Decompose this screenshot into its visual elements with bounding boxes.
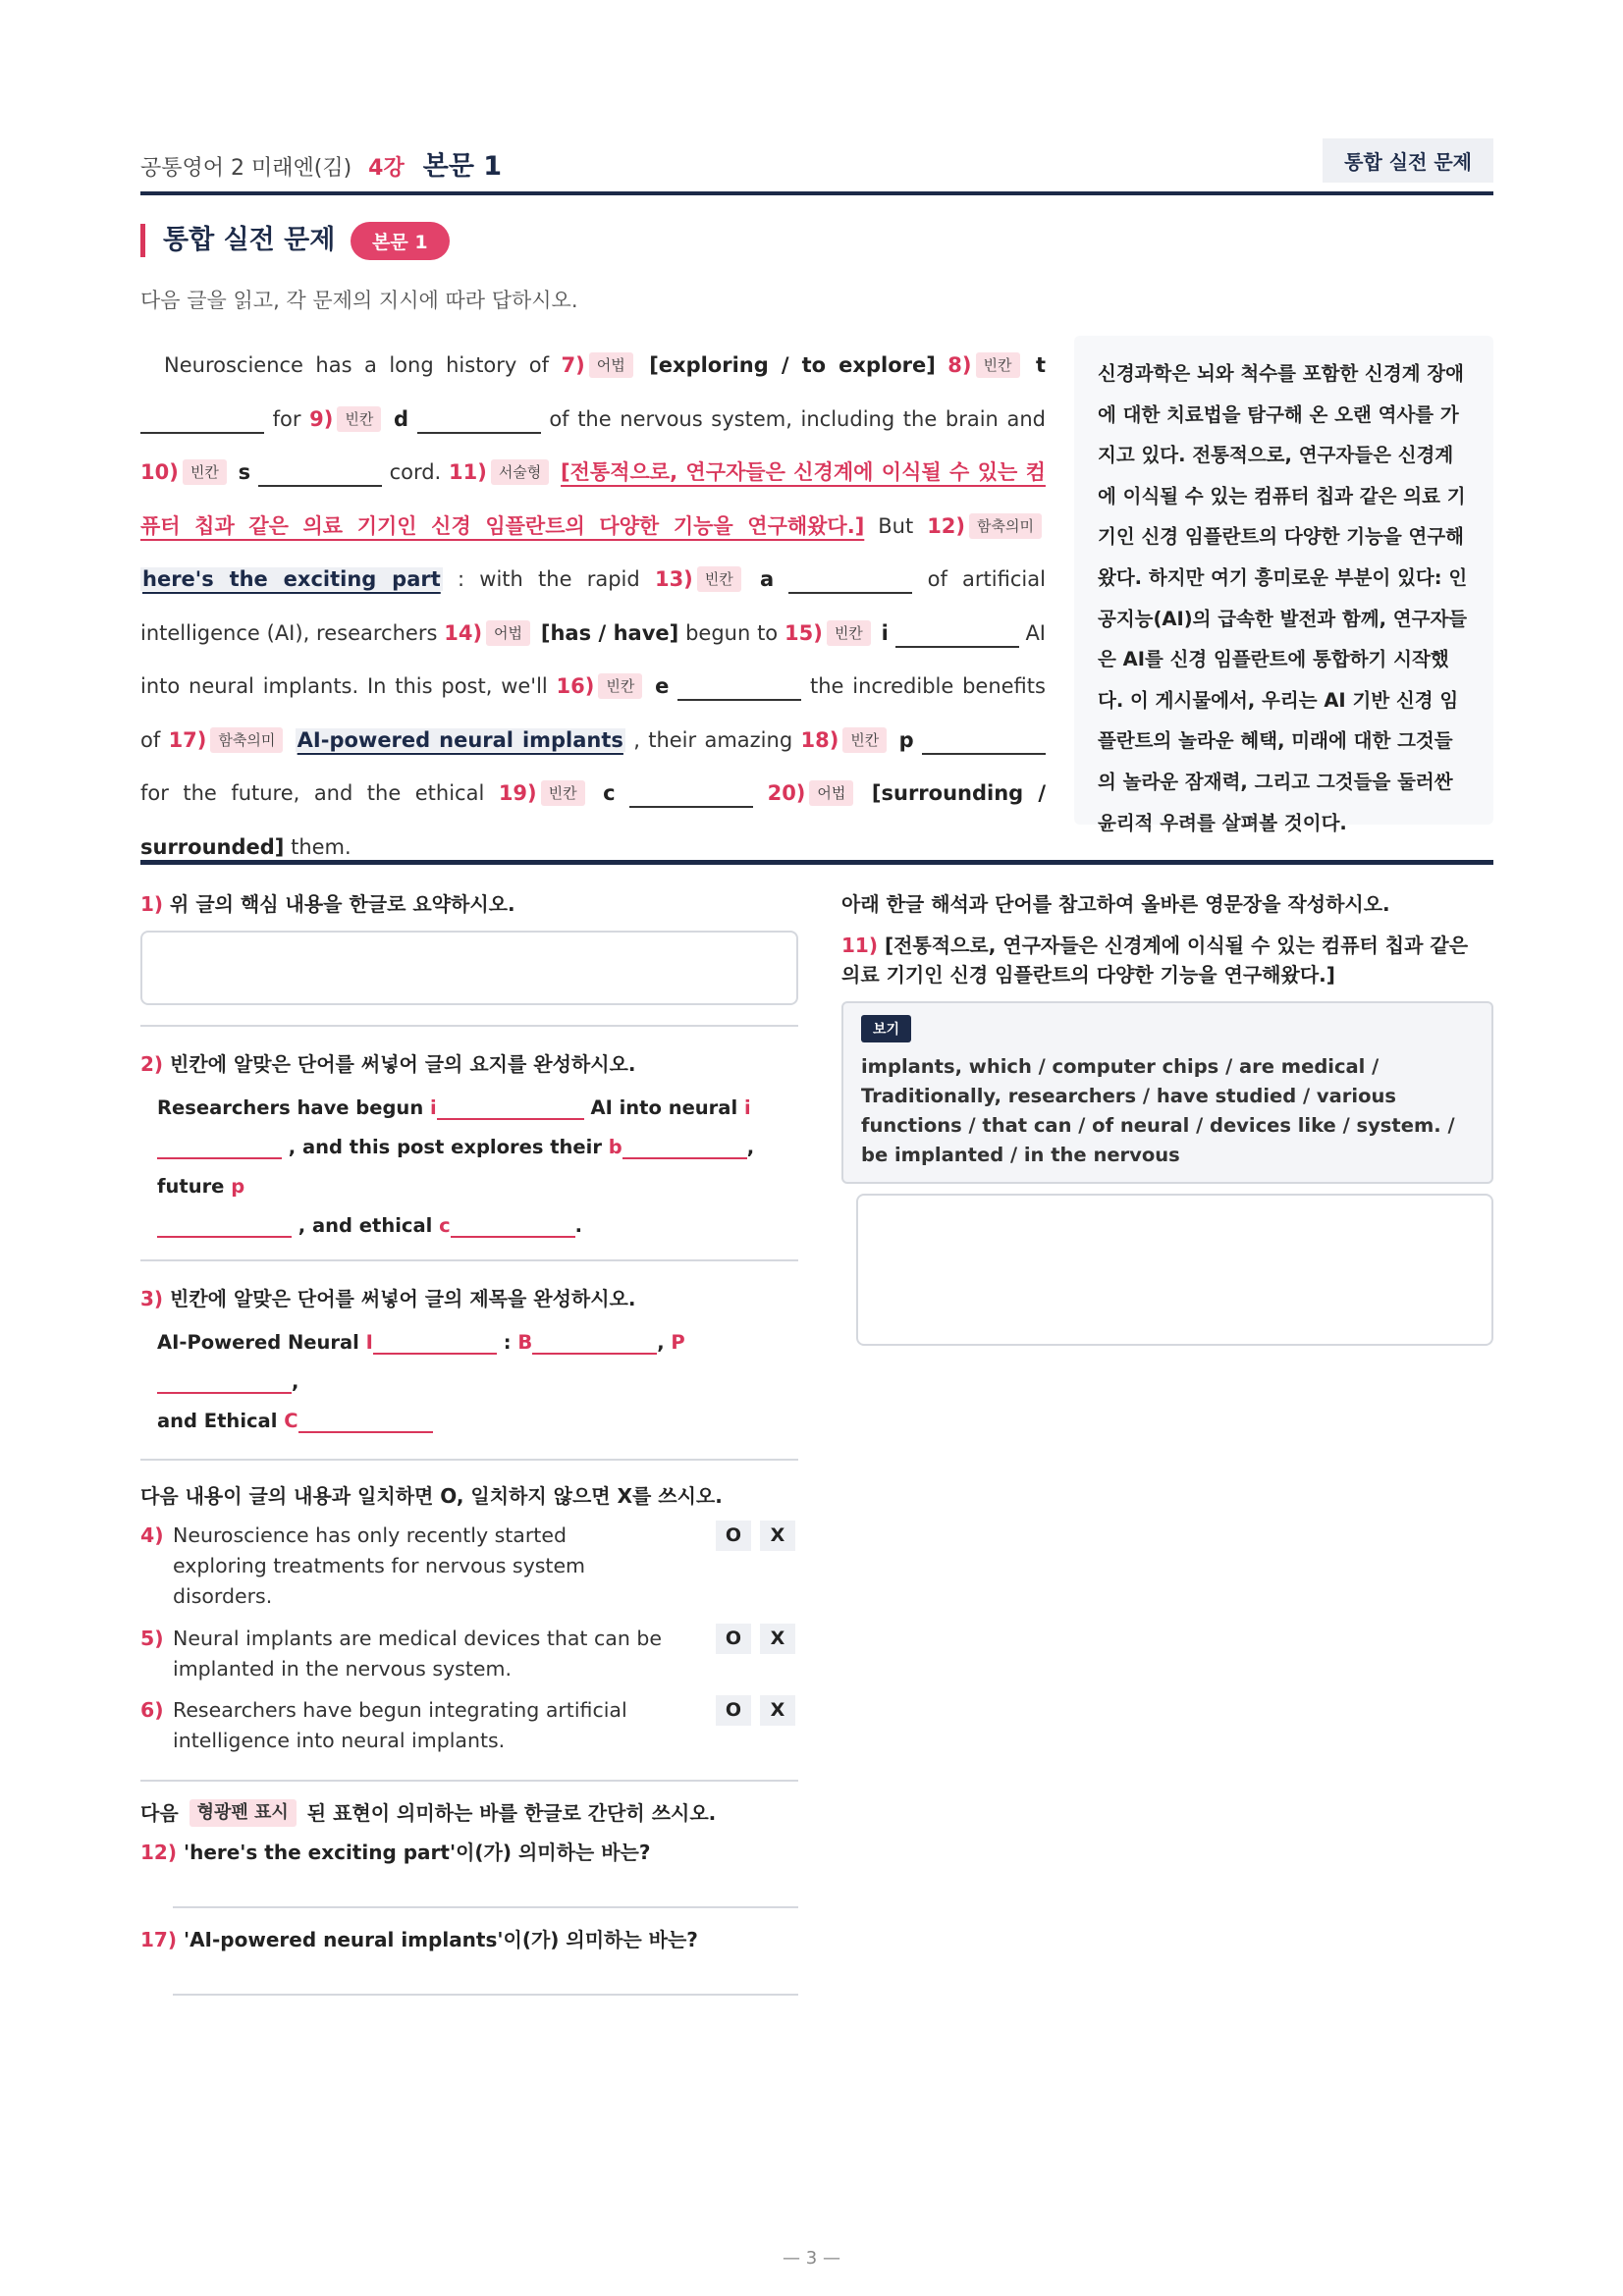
divider-line	[140, 1025, 798, 1027]
question-number: 7)	[561, 353, 585, 377]
passage-text: for the future, and the ethical	[140, 781, 485, 805]
tag-implication: 함축의미	[210, 727, 283, 753]
title-text: and Ethical	[157, 1410, 278, 1432]
divider-line	[140, 1780, 798, 1782]
question-number: 14)	[444, 620, 483, 645]
blank-field[interactable]	[451, 1214, 575, 1238]
o-button[interactable]: O	[716, 1695, 751, 1726]
blank-letter: P	[671, 1331, 685, 1354]
highlighter-tag: 형광펜 표시	[189, 1799, 297, 1827]
blank-letter: p	[898, 727, 914, 752]
ox-statement: Neuroscience has only recently started exploring treatments for nervous system disorders.	[173, 1523, 586, 1608]
q2-title	[140, 1048, 798, 1077]
left-questions	[140, 888, 798, 1996]
divider-line	[140, 1259, 798, 1261]
q12-answer-line[interactable]	[173, 1906, 798, 1908]
question-number: 10)	[140, 460, 179, 484]
word-bank-words: implants, which / computer chips / are medical / Traditionally, researchers / have studied / various functions / that can / of neural / devices like / system. / be implanted / in the nervous	[861, 1055, 1455, 1166]
blank-field[interactable]	[677, 675, 801, 701]
grammar-choice: [exploring / to explore]	[649, 353, 936, 377]
blank-letter: t	[1035, 353, 1047, 377]
question-number: 16)	[556, 674, 595, 698]
summary-text: Researchers have begun	[157, 1096, 424, 1119]
blank-field[interactable]	[417, 408, 541, 434]
tag-blank: 빈칸	[976, 352, 1020, 378]
summary-text: , and this post explores their	[288, 1136, 602, 1158]
passage-text: Neuroscience has a long history of	[164, 353, 550, 377]
header-badge: 통합 실전 문제	[1323, 138, 1493, 183]
question-number: 12)	[140, 1841, 177, 1864]
x-button[interactable]: X	[760, 1695, 795, 1726]
passage-text: of artificial intelligence (AI), researchers	[140, 567, 1046, 645]
blank-field[interactable]	[157, 1136, 282, 1159]
blank-letter: s	[238, 460, 251, 484]
blank-letter: c	[439, 1214, 451, 1237]
question-number: 11)	[841, 934, 878, 957]
ox-item	[140, 1624, 798, 1684]
course-title	[140, 144, 502, 183]
ox-statement: Researchers have begun integrating artificial intelligence into neural implants.	[173, 1698, 627, 1752]
question-number: 17)	[168, 727, 207, 752]
ox-statement: Neural implants are medical devices that can be implanted in the nervous system.	[173, 1627, 662, 1681]
o-button[interactable]: O	[716, 1624, 751, 1654]
question-number: 1)	[140, 892, 164, 916]
passage-text: AI into neural implants. In this post, we'll	[140, 620, 1046, 698]
question-number: 6)	[140, 1698, 164, 1722]
instruction-text: 다음	[140, 1801, 179, 1825]
blank-letter: B	[517, 1331, 533, 1354]
passage-text: : with the rapid	[457, 567, 640, 591]
q2-summary	[140, 1089, 798, 1246]
tag-blank: 빈칸	[337, 406, 381, 432]
ox-item	[140, 1521, 798, 1612]
q17-answer-line[interactable]	[173, 1994, 798, 1996]
ox-item	[140, 1695, 798, 1756]
tag-blank: 빈칸	[827, 620, 871, 646]
ox-instruction: 다음 내용이 글의 내용과 일치하면 O, 일치하지 않으면 X를 쓰시오.	[140, 1484, 723, 1508]
highlight-instruction	[140, 1797, 798, 1829]
tag-blank: 빈칸	[842, 727, 887, 753]
essay-target-sentence: [전통적으로, 연구자들은 신경계에 이식될 수 있는 컴퓨터 칩과 같은 의료 기기인 신경 임플란트의 다양한 기능을 연구해왔다.]	[140, 460, 1046, 538]
o-button[interactable]: O	[716, 1521, 751, 1551]
right-instruction: 아래 한글 해석과 단어를 참고하여 올바른 영문장을 작성하시오.	[841, 892, 1390, 916]
blank-field[interactable]	[622, 1136, 747, 1159]
q11-answer-box[interactable]	[856, 1194, 1493, 1346]
tag-essay: 서술형	[491, 459, 549, 485]
passage-text: them.	[291, 834, 352, 859]
word-bank-tag: 보기	[861, 1015, 911, 1042]
question-text: 빈칸에 알맞은 단어를 써넣어 글의 요지를 완성하시오.	[170, 1052, 636, 1076]
course-name: 공통영어 2 미래엔(김)	[140, 156, 352, 181]
section-title: 통합 실전 문제	[140, 224, 335, 257]
right-questions	[841, 888, 1493, 1346]
tag-grammar: 어법	[486, 620, 530, 646]
question-text: [전통적으로, 연구자들은 신경계에 이식될 수 있는 컴퓨터 칩과 같은 의료 기기인 신경 임플란트의 다양한 기능을 연구해왔다.]	[841, 934, 1469, 987]
summary-text: , future	[157, 1136, 755, 1198]
section-divider	[140, 860, 1493, 865]
blank-field[interactable]	[437, 1096, 584, 1120]
q1-answer-box[interactable]	[140, 931, 798, 1005]
blank-field[interactable]	[298, 1410, 433, 1433]
question-number: 18)	[800, 727, 839, 752]
passage-text: for	[272, 406, 301, 431]
highlighted-expression: AI-powered neural implants	[297, 727, 623, 752]
blank-field[interactable]	[895, 622, 1019, 648]
blank-field[interactable]	[157, 1370, 292, 1394]
passage	[140, 339, 1046, 874]
question-number: 20)	[767, 781, 806, 805]
blank-field[interactable]	[258, 461, 382, 487]
question-number: 4)	[140, 1523, 164, 1547]
translation-box: 신경과학은 뇌와 척수를 포함한 신경계 장애에 대한 치료법을 탐구해 온 오랜 역사를 가지고 있다. 전통적으로, 연구자들은 신경계에 이식될 수 있는 컴퓨터 칩과 같은 의료 기기인 신경 임플란트의 다양한 기능을 연구해왔다. 하지만 여기 흥미로운 부분이 있다: 인공지능(AI)의 급속한 발전과 함께, 연구자들은 AI를 신경 임플란트에 통합하기 시작했다. 이 게시물에서, 우리는 AI 기반 신경 임플란트의 놀라운 혜택, 미래에 대한 그것들의 놀라운 잠재력, 그리고 그것들을 둘러싼 윤리적 우려를 살펴볼 것이다.	[1074, 336, 1493, 825]
question-number: 9)	[309, 406, 334, 431]
divider-line	[140, 1459, 798, 1461]
passage-text: , their amazing	[633, 727, 793, 752]
blank-letter: I	[365, 1331, 373, 1354]
blank-field[interactable]	[157, 1214, 292, 1238]
blank-letter: i	[430, 1096, 437, 1119]
highlighted-expression: here's the exciting part	[142, 567, 441, 591]
question-number: 2)	[140, 1052, 164, 1076]
question-number: 17)	[140, 1928, 177, 1951]
question-number: 13)	[654, 567, 693, 591]
tag-implication: 함축의미	[969, 513, 1042, 539]
tag-grammar: 어법	[589, 352, 633, 378]
tag-blank: 빈칸	[598, 673, 642, 699]
title-text: :	[503, 1331, 512, 1354]
passage-text: cord.	[389, 460, 442, 484]
tag-blank: 빈칸	[541, 780, 585, 806]
tag-grammar: 어법	[809, 780, 853, 806]
blank-field[interactable]	[922, 729, 1046, 755]
summary-text: AI into neural	[590, 1096, 738, 1119]
blank-field[interactable]	[140, 408, 264, 434]
question-text: 'here's the exciting part'이(가) 의미하는 바는?	[183, 1841, 651, 1864]
question-number: 11)	[448, 460, 487, 484]
question-text: 빈칸에 알맞은 단어를 써넣어 글의 제목을 완성하시오.	[170, 1287, 636, 1310]
question-text: 'AI-powered neural implants'이(가) 의미하는 바는?	[183, 1928, 698, 1951]
blank-letter: p	[231, 1175, 245, 1198]
blank-field[interactable]	[788, 568, 912, 594]
blank-letter: c	[603, 781, 616, 805]
passage-text: of the nervous system, including the brain and	[549, 406, 1046, 431]
blank-letter: i	[881, 620, 889, 645]
passage-text: But	[878, 513, 914, 538]
grammar-choice: [has / have]	[540, 620, 679, 645]
title-text: AI-Powered Neural	[157, 1331, 359, 1354]
question-number: 15)	[784, 620, 823, 645]
blank-field[interactable]	[532, 1331, 657, 1355]
page-header	[140, 138, 1493, 195]
question-number: 19)	[498, 781, 537, 805]
section-instruction: 다음 글을 읽고, 각 문제의 지시에 따라 답하시오.	[140, 289, 578, 312]
passage-text: the incredible benefits of	[140, 674, 1046, 752]
title-text: ,	[657, 1331, 665, 1354]
section-pill: 본문 1	[351, 222, 450, 260]
blank-letter: i	[743, 1096, 751, 1119]
question-number: 8)	[947, 353, 972, 377]
blank-field[interactable]	[629, 782, 753, 808]
summary-text: , and ethical	[298, 1214, 433, 1237]
q1-title	[140, 888, 798, 917]
grammar-choice: [surrounding / surrounded]	[140, 781, 1046, 859]
blank-letter: e	[655, 674, 670, 698]
question-number: 3)	[140, 1287, 164, 1310]
q12-title	[140, 1837, 798, 1865]
blank-letter: b	[608, 1136, 622, 1158]
passage-text: begun to	[685, 620, 779, 645]
q3-title	[140, 1283, 798, 1311]
q3-title-fill	[140, 1323, 798, 1441]
blank-letter: C	[284, 1410, 298, 1432]
blank-letter: d	[394, 406, 409, 431]
question-number: 5)	[140, 1627, 164, 1650]
instruction-text: 된 표현이 의미하는 바를 한글로 간단히 쓰시오.	[306, 1801, 717, 1825]
summary-text: .	[574, 1214, 583, 1237]
page-title: 본문 1	[422, 151, 503, 182]
x-button[interactable]: X	[760, 1521, 795, 1551]
tag-blank: 빈칸	[697, 566, 741, 592]
question-number: 12)	[927, 513, 966, 538]
blank-field[interactable]	[373, 1331, 497, 1355]
question-text: 위 글의 핵심 내용을 한글로 요약하시오.	[170, 892, 515, 916]
q17-title	[140, 1924, 798, 1952]
tag-blank: 빈칸	[183, 459, 227, 485]
q11-title	[841, 931, 1493, 989]
word-bank-box	[841, 1001, 1493, 1184]
page-number: — 3 —	[783, 2248, 840, 2269]
lesson-number: 4강	[368, 156, 405, 181]
title-text: ,	[292, 1370, 299, 1393]
x-button[interactable]: X	[760, 1624, 795, 1654]
blank-letter: a	[759, 567, 775, 591]
